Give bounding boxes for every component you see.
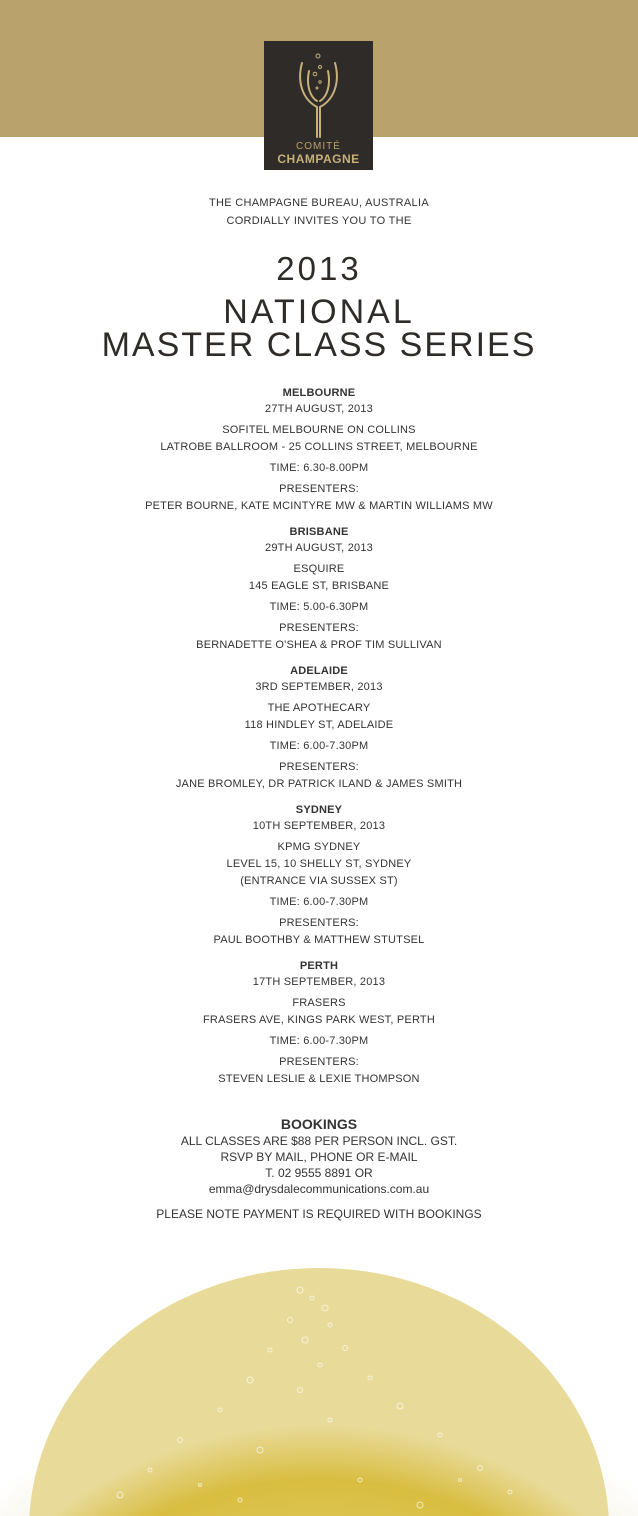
event-date: 27TH AUGUST, 2013 <box>265 403 373 415</box>
invitation-text <box>0 194 638 230</box>
logo-comite-text: COMITÉ <box>296 141 341 152</box>
presenters-label: PRESENTERS: <box>279 622 359 634</box>
event-address: 118 HINDLEY ST, ADELAIDE <box>244 719 394 731</box>
event-date: 17TH SEPTEMBER, 2013 <box>252 976 386 988</box>
event-city: MELBOURNE <box>282 387 356 399</box>
event-year: 2013 <box>276 250 362 287</box>
event-address: 145 EAGLE ST, BRISBANE <box>248 580 390 592</box>
event-time: TIME: 6.00-7.30PM <box>269 896 369 908</box>
bookings-email-link[interactable]: emma@drysdalecommunications.com.au <box>208 1182 430 1196</box>
bookings-payment-note: PLEASE NOTE PAYMENT IS REQUIRED WITH BOOKINGS <box>156 1207 482 1221</box>
event-venue: ESQUIRE <box>293 563 345 575</box>
event-time: TIME: 5.00-6.30PM <box>269 601 369 613</box>
presenters-label: PRESENTERS: <box>279 1056 359 1068</box>
invite-line-1: THE CHAMPAGNE BUREAU, AUSTRALIA <box>209 197 429 209</box>
event-venue: KPMG SYDNEY <box>277 841 361 853</box>
event-adelaide <box>0 664 638 793</box>
event-list <box>0 386 638 1098</box>
bookings-price: ALL CLASSES ARE $88 PER PERSON INCL. GST. <box>180 1134 458 1148</box>
event-venue: THE APOTHECARY <box>267 702 371 714</box>
event-venue: SOFITEL MELBOURNE ON COLLINS <box>222 424 416 436</box>
event-sydney <box>0 803 638 949</box>
event-presenters: PAUL BOOTHBY & MATTHEW STUTSEL <box>213 934 425 946</box>
event-address: LATROBE BALLROOM - 25 COLLINS STREET, MELBOURNE <box>160 441 478 453</box>
event-time: TIME: 6.00-7.30PM <box>269 740 369 752</box>
event-city: PERTH <box>299 960 339 972</box>
title-master-class-series: MASTER CLASS SERIES <box>101 326 537 364</box>
event-address: LEVEL 15, 10 SHELLY ST, SYDNEY <box>226 858 412 870</box>
event-date: 10TH SEPTEMBER, 2013 <box>252 820 386 832</box>
event-venue: FRASERS <box>292 997 346 1009</box>
event-brisbane <box>0 525 638 654</box>
event-perth <box>0 959 638 1088</box>
presenters-label: PRESENTERS: <box>279 483 359 495</box>
presenters-label: PRESENTERS: <box>279 917 359 929</box>
event-city: BRISBANE <box>289 526 349 538</box>
bookings-heading: BOOKINGS <box>280 1116 358 1132</box>
event-address: FRASERS AVE, KINGS PARK WEST, PERTH <box>203 1014 435 1026</box>
presenters-label: PRESENTERS: <box>279 761 359 773</box>
title-national: NATIONAL <box>223 293 415 331</box>
logo-champagne-text: CHAMPAGNE <box>277 152 360 166</box>
event-presenters: JANE BROMLEY, DR PATRICK ILAND & JAMES SMITH <box>175 778 463 790</box>
event-presenters: STEVEN LESLIE & LEXIE THOMPSON <box>218 1073 420 1085</box>
bookings-section <box>0 1116 638 1222</box>
event-presenters: BERNADETTE O'SHEA & PROF TIM SULLIVAN <box>196 639 442 651</box>
event-presenters: PETER BOURNE, KATE MCINTYRE MW & MARTIN WILLIAMS MW <box>145 500 493 512</box>
champagne-glass-image <box>0 1230 638 1516</box>
bookings-rsvp: RSVP BY MAIL, PHONE OR E-MAIL <box>220 1150 418 1164</box>
event-entrance-note: (ENTRANCE VIA SUSSEX ST) <box>240 875 398 887</box>
comite-champagne-logo <box>264 41 373 170</box>
event-date: 3RD SEPTEMBER, 2013 <box>255 681 383 693</box>
event-melbourne <box>0 386 638 515</box>
event-time: TIME: 6.00-7.30PM <box>269 1035 369 1047</box>
event-time: TIME: 6.30-8.00PM <box>269 462 369 474</box>
event-city: ADELAIDE <box>290 665 348 677</box>
event-date: 29TH AUGUST, 2013 <box>265 542 373 554</box>
event-city: SYDNEY <box>295 804 343 816</box>
invite-line-2: CORDIALLY INVITES YOU TO THE <box>226 215 412 227</box>
champagne-glass-icon <box>264 41 373 141</box>
bookings-phone: T. 02 9555 8891 OR <box>265 1166 373 1180</box>
